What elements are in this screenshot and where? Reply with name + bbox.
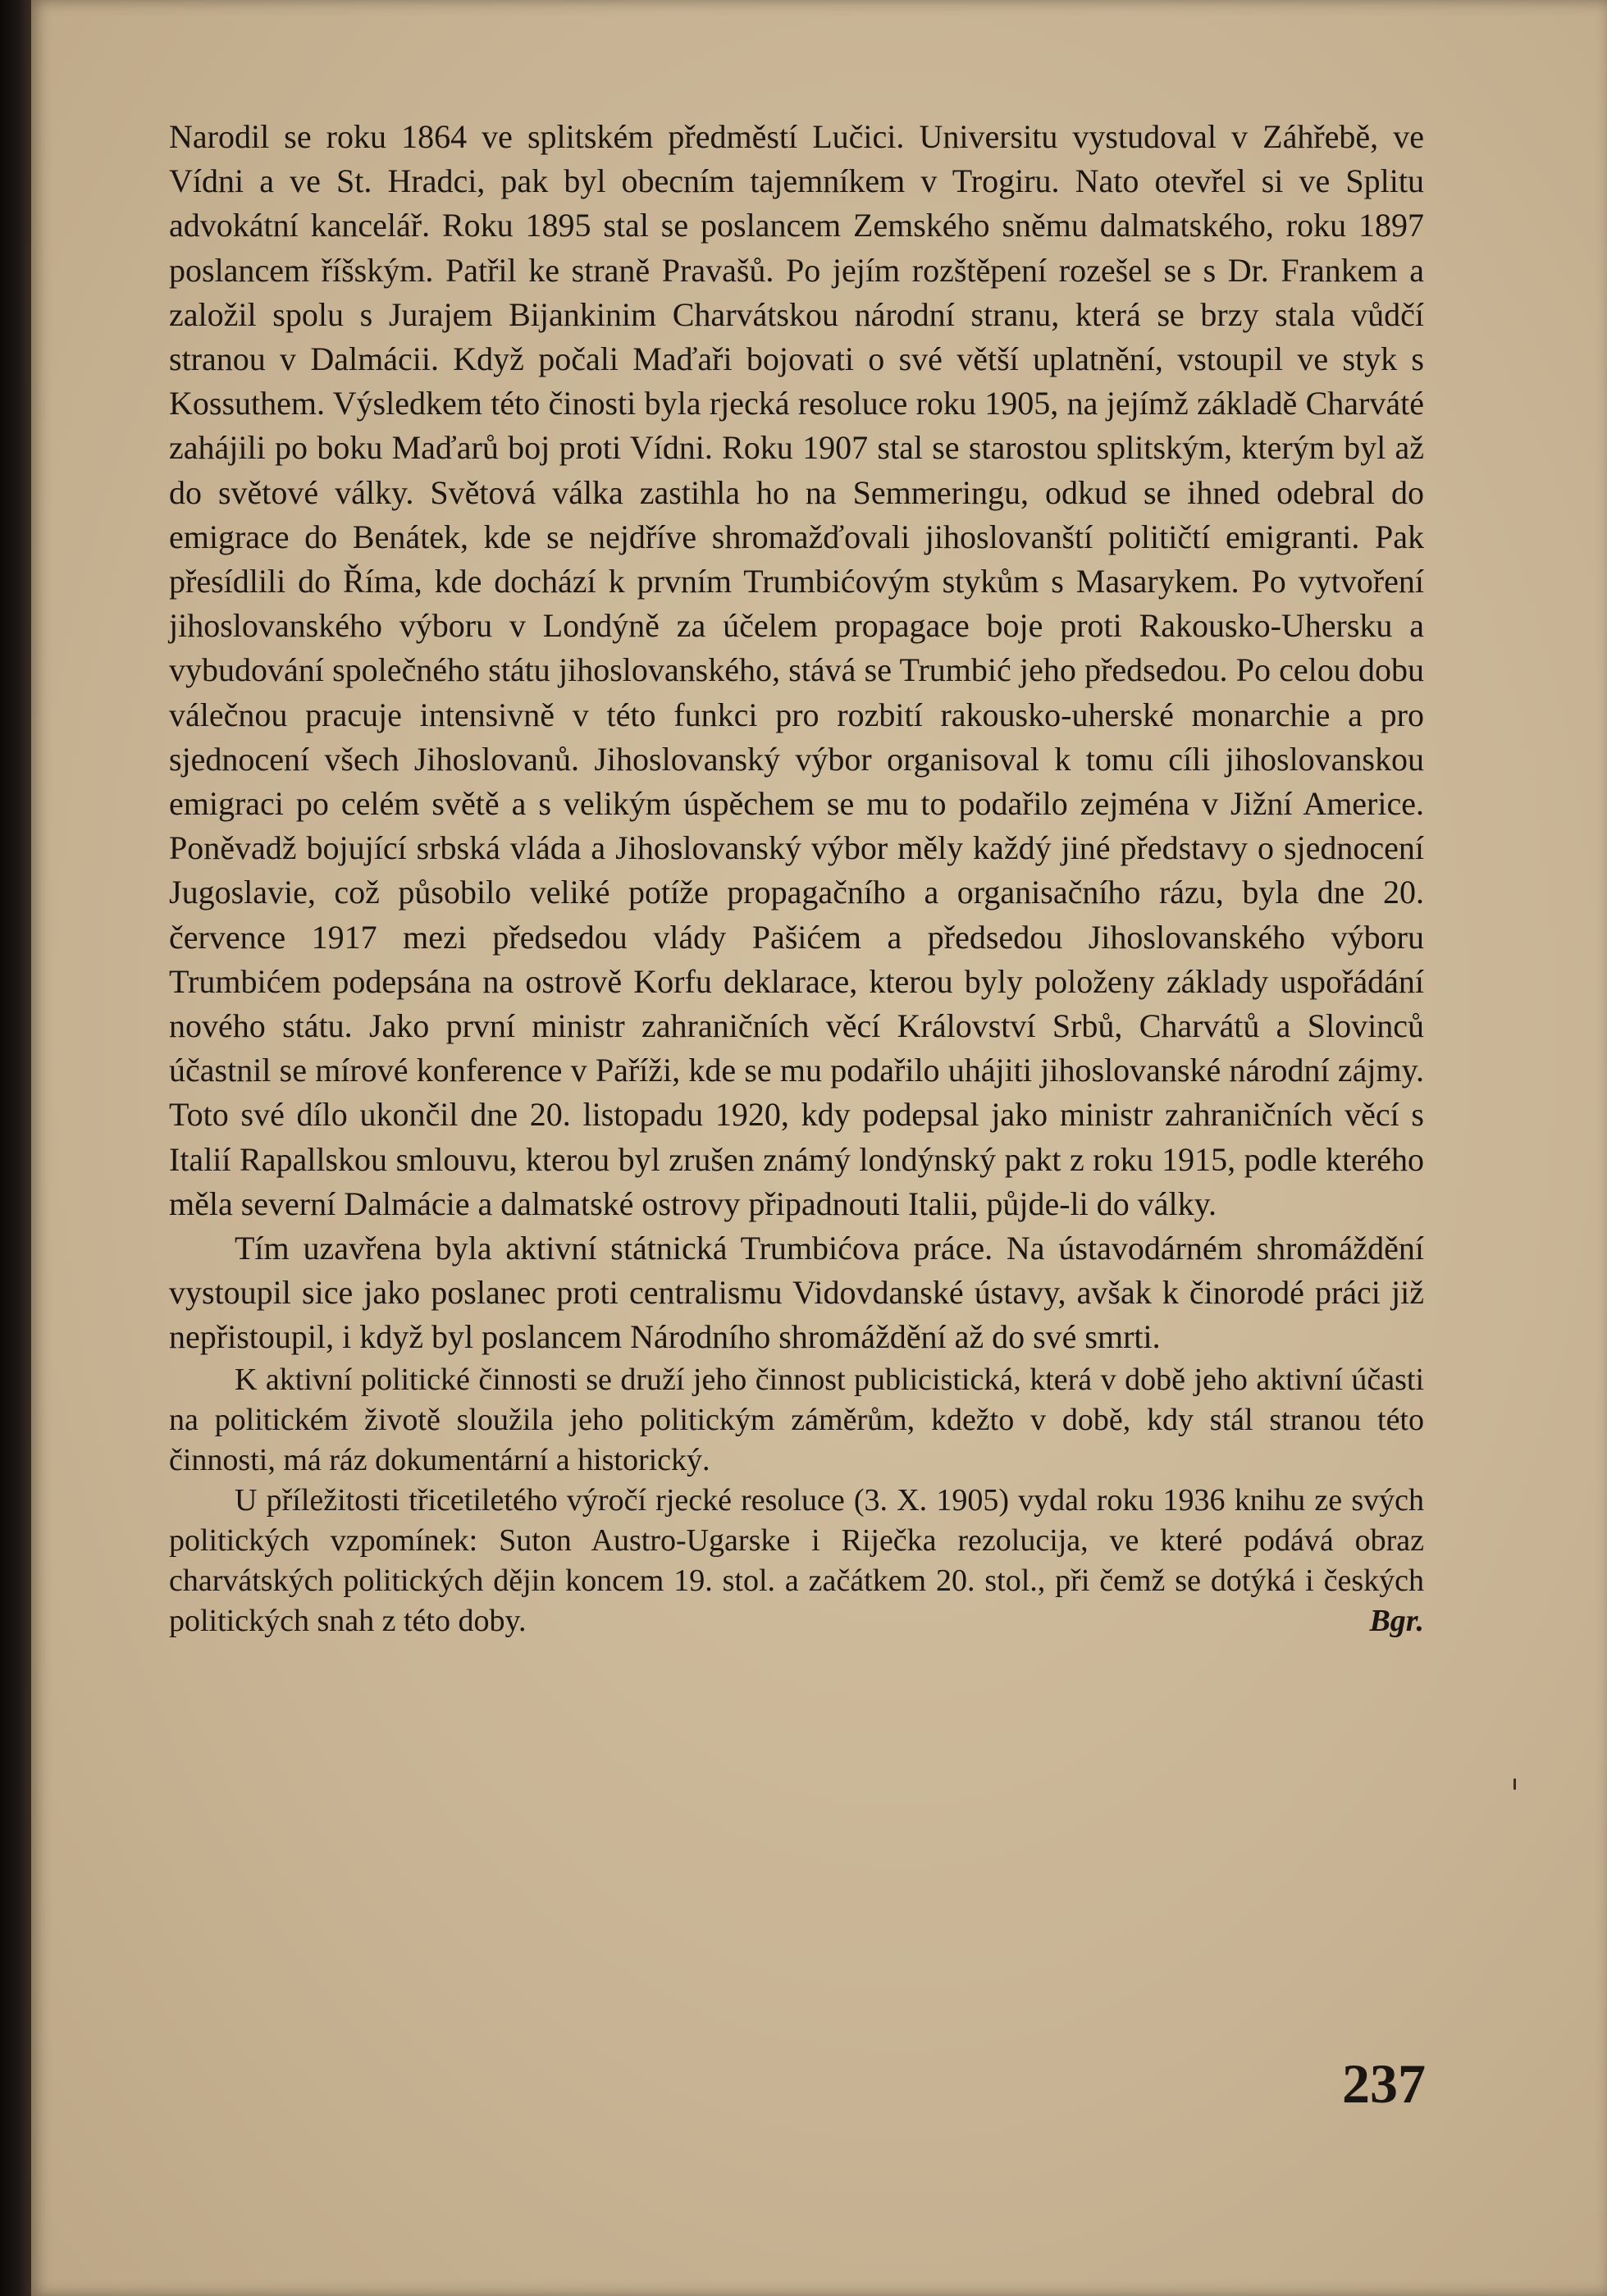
paragraph-memoirs-text: U příležitosti třicetiletého výročí rjecké resoluce (3. X. 1905) vydal roku 1936 knihu ze svých politických vzpomínek: Suton Austro-Ugarske i Riječka rezolucija, ve které podává obraz charvátských politických dějin koncem 19. stol. a začátkem 20. stol., při čemž se dotýká i českých politických snah z této doby.	[169, 1482, 1424, 1638]
paper-speck	[1513, 1778, 1516, 1790]
article-body	[169, 115, 1424, 1641]
paragraph-biography: Narodil se roku 1864 ve splitském předměstí Lučici. Universitu vystudoval v Záhřebě, ve Vídni a ve St. Hradci, pak byl obecním tajemníkem v Trogiru. Nato otevřel si ve Splitu advokátní kancelář. Roku 1895 stal se poslancem Zemského sněmu dalmatského, roku 1897 poslancem říšským. Patřil ke straně Pravašů. Po jejím rozštěpení rozešel se s Dr. Frankem a založil spolu s Jurajem Bijankinim Charvátskou národní stranu, která se brzy stala vůdčí stranou v Dalmácii. Když počali Maďaři bojovati o své větší uplatnění, vstoupil ve styk s Kossuthem. Výsledkem této činosti byla rjecká resoluce roku 1905, na jejímž základě Charváté zahájili po boku Maďarů boj proti Vídni. Roku 1907 stal se starostou splitským, kterým byl až do světové války. Světová válka zastihla ho na Semmeringu, odkud se ihned odebral do emigrace do Benátek, kde se nejdříve shromažďovali jihoslovanští političtí emigranti. Pak přesídlili do Říma, kde dochází k prvním Trumbićovým stykům s Masarykem. Po vytvoření jihoslovanského výboru v Londýně za účelem propagace boje proti Rakousko-Uhersku a vybudování společného státu jihoslovanského, stává se Trumbić jeho předsedou. Po celou dobu válečnou pracuje intensivně v této funkci pro rozbití rakousko-uherské monarchie a pro sjednocení všech Jihoslovanů. Jihoslovanský výbor organisoval k tomu cíli jihoslovanskou emigraci po celém světě a s velikým úspěchem se mu to podařilo zejména v Jižní Americe. Poněvadž bojující srbská vláda a Jihoslovanský výbor měly každý jiné představy o sjednocení Jugoslavie, což působilo veliké potíže propagačního a organisačního rázu, byla dne 20. července 1917 mezi předsedou vlády Pašićem a předsedou Jihoslovanského výboru Trumbićem podepsána na ostrově Korfu deklarace, kterou byly položeny základy uspořádání nového státu. Jako první ministr zahraničních věcí Království Srbů, Charvátů a Slovinců účastnil se mírové konference v Paříži, kde se mu podařilo uhájiti jihoslovanské národní zájmy. Toto své dílo ukončil dne 20. listopadu 1920, kdy podepsal jako ministr zahraničních věcí s Italií Rapallskou smlouvu, kterou byl zrušen známý londýnský pakt z roku 1915, podle kterého měla severní Dalmácie a dalmatské ostrovy připadnouti Italii, půjde-li do války.	[169, 118, 1424, 1222]
page-number: 237	[1342, 2052, 1426, 2115]
paragraph-publicist-activity: K aktivní politické činnosti se druží jeho činnost publicistická, která v době jeho aktivní účasti na politickém životě sloužila jeho politickým záměrům, kdežto v době, kdy stál stranou této činnosti, má ráz dokumentární a historický.	[169, 1362, 1424, 1477]
paragraph-memoirs	[169, 1481, 1424, 1641]
book-binding-shadow	[0, 0, 33, 2296]
author-signature: Bgr.	[1369, 1603, 1424, 1638]
book-page	[31, 0, 1607, 2296]
paragraph-political-work: Tím uzavřena byla aktivní státnická Trumbićova práce. Na ústavodárném shromáždění vystoupil sice jako poslanec proti centralismu Vidovdanské ústavy, avšak k činorodé práci již nepřistoupil, i když byl poslancem Národního shromáždění až do své smrti.	[169, 1230, 1424, 1356]
